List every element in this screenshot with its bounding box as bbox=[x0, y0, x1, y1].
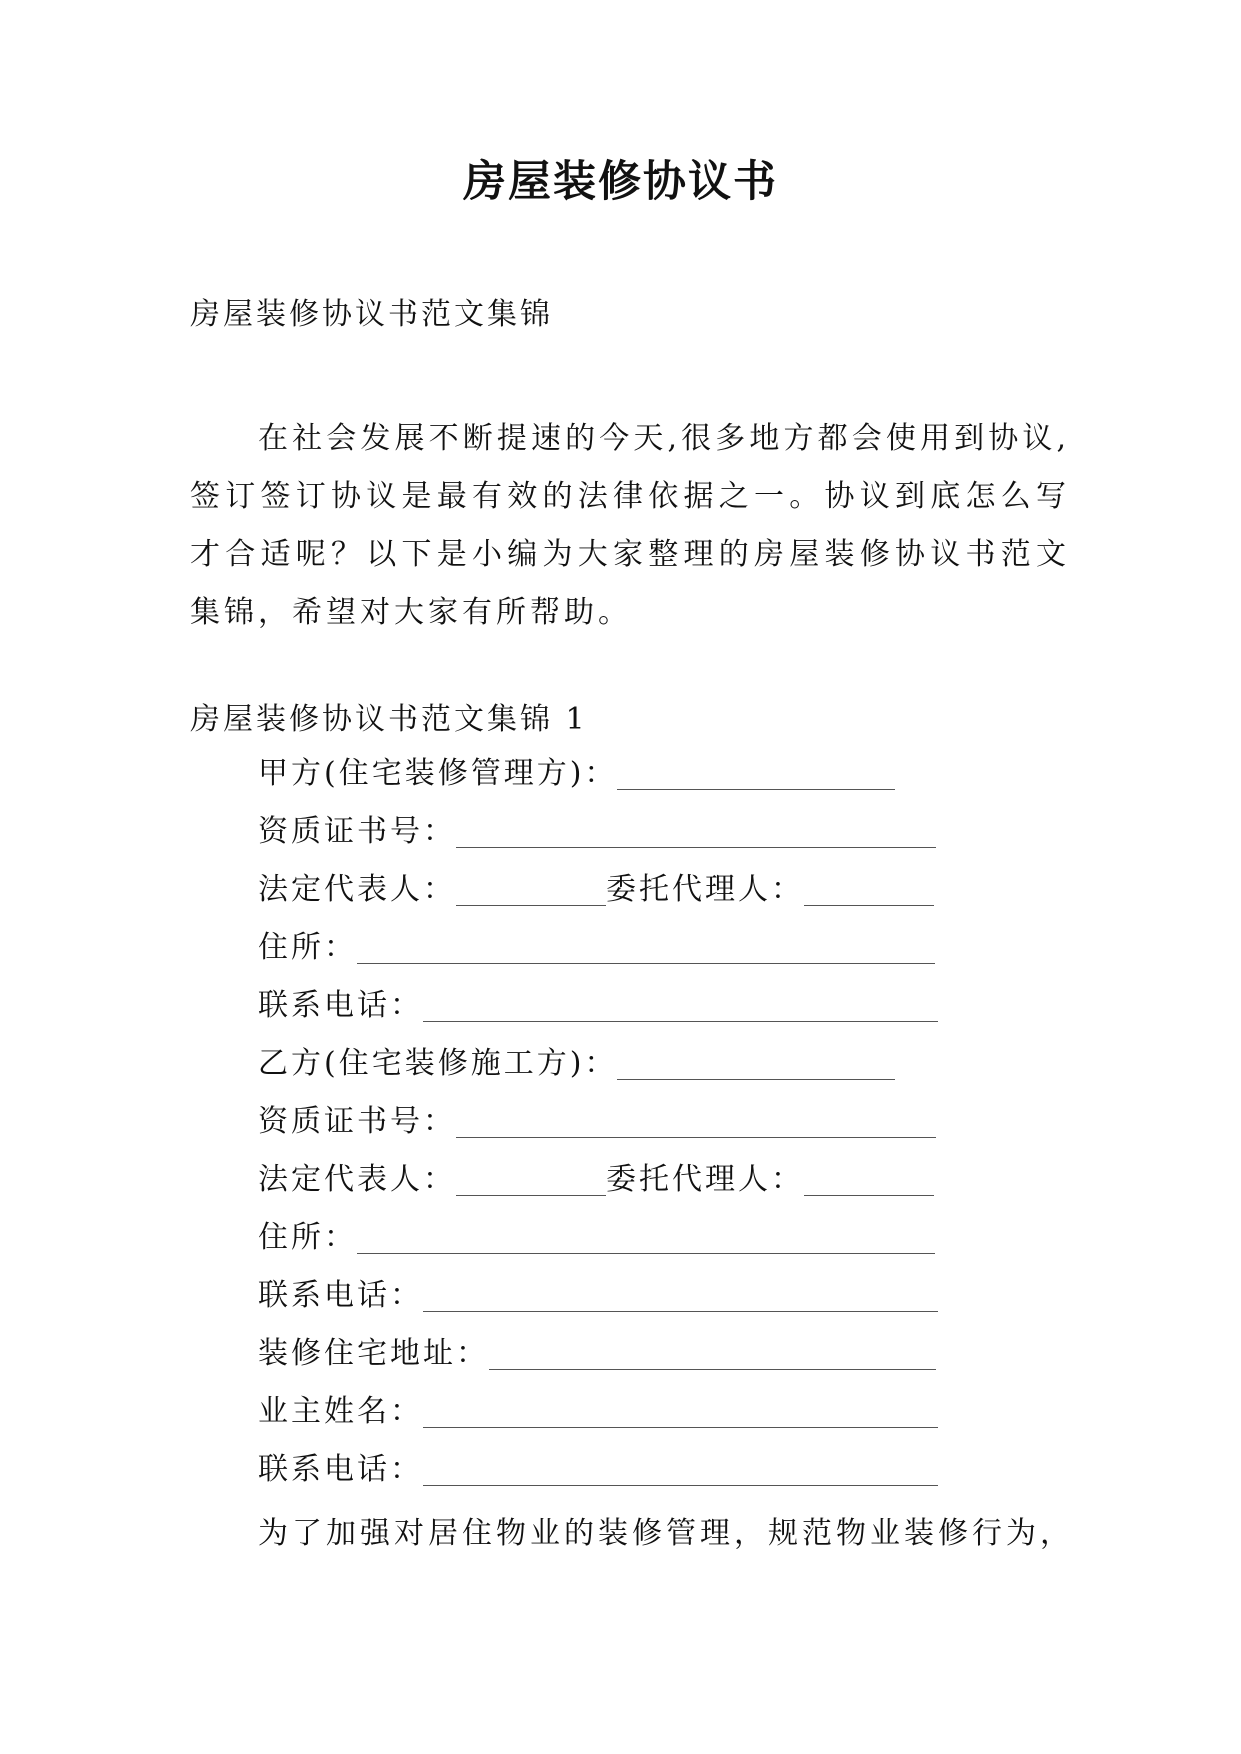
property-address-row bbox=[258, 1334, 936, 1374]
party-b-blank[interactable] bbox=[617, 1049, 895, 1080]
party-b-address-label: 住所： bbox=[258, 1220, 357, 1255]
party-a-phone-label: 联系电话： bbox=[258, 988, 423, 1023]
party-b-rep-row bbox=[258, 1160, 934, 1200]
closing-paragraph: 为了加强对居住物业的装修管理，规范物业装修行为， bbox=[258, 1516, 1074, 1551]
party-a-rep-blank[interactable] bbox=[456, 875, 606, 906]
property-address-label: 装修住宅地址： bbox=[258, 1336, 489, 1371]
party-a-phone-row bbox=[258, 986, 938, 1026]
property-address-blank[interactable] bbox=[489, 1339, 936, 1370]
party-a-cert-blank[interactable] bbox=[456, 817, 936, 848]
party-b-address-blank[interactable] bbox=[357, 1223, 935, 1254]
owner-name-label: 业主姓名： bbox=[258, 1394, 423, 1429]
party-b-phone-blank[interactable] bbox=[423, 1281, 938, 1312]
party-a-cert-label: 资质证书号： bbox=[258, 814, 456, 849]
party-a-agent-blank[interactable] bbox=[804, 875, 934, 906]
party-a-rep-row bbox=[258, 870, 934, 910]
party-a-address-blank[interactable] bbox=[357, 933, 935, 964]
party-b-cert-blank[interactable] bbox=[456, 1107, 936, 1138]
party-a-row bbox=[258, 754, 895, 794]
owner-phone-row bbox=[258, 1450, 938, 1490]
party-b-label: 乙方(住宅装修施工方)： bbox=[258, 1046, 618, 1081]
party-b-phone-label: 联系电话： bbox=[258, 1278, 423, 1313]
party-a-agent-label: 委托代理人： bbox=[606, 872, 804, 907]
owner-phone-blank[interactable] bbox=[423, 1455, 938, 1486]
party-b-address-row bbox=[258, 1218, 935, 1258]
owner-name-blank[interactable] bbox=[423, 1397, 938, 1428]
party-a-blank[interactable] bbox=[617, 759, 895, 790]
owner-name-row bbox=[258, 1392, 938, 1432]
party-a-phone-blank[interactable] bbox=[423, 991, 938, 1022]
owner-phone-label: 联系电话： bbox=[258, 1452, 423, 1487]
document-title: 房屋装修协议书 bbox=[463, 157, 778, 207]
party-b-rep-blank[interactable] bbox=[456, 1165, 606, 1196]
party-b-cert-row bbox=[258, 1102, 936, 1142]
party-b-cert-label: 资质证书号： bbox=[258, 1104, 456, 1139]
party-b-row bbox=[258, 1044, 895, 1084]
party-a-address-label: 住所： bbox=[258, 930, 357, 965]
section-heading: 房屋装修协议书范文集锦 1 bbox=[190, 702, 588, 737]
party-b-phone-row bbox=[258, 1276, 938, 1316]
party-a-label: 甲方(住宅装修管理方)： bbox=[258, 756, 618, 791]
document-subtitle: 房屋装修协议书范文集锦 bbox=[190, 297, 553, 332]
party-b-agent-blank[interactable] bbox=[804, 1165, 934, 1196]
intro-paragraph: 在社会发展不断提速的今天,很多地方都会使用到协议,签订签订协议是最有效的法律依据之一。协议到底怎么写才合适呢？以下是小编为大家整理的房屋装修协议书范文集锦，希望对大家有所帮助。 bbox=[190, 421, 1070, 630]
party-a-rep-label: 法定代表人： bbox=[258, 872, 456, 907]
party-b-agent-label: 委托代理人： bbox=[606, 1162, 804, 1197]
party-b-rep-label: 法定代表人： bbox=[258, 1162, 456, 1197]
party-a-cert-row bbox=[258, 812, 936, 852]
party-a-address-row bbox=[258, 928, 935, 968]
